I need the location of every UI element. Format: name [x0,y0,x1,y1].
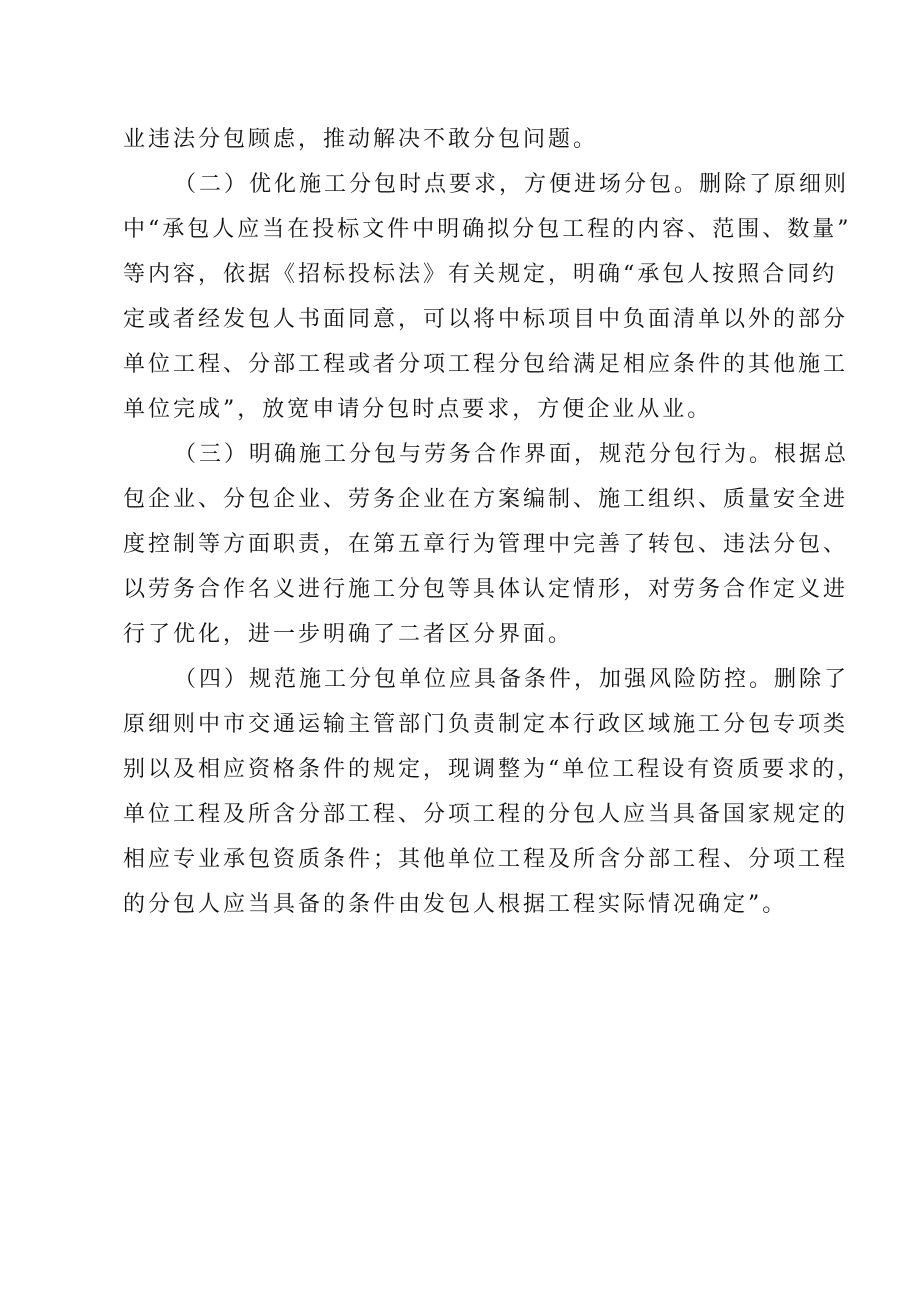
text-line: 别以及相应资格条件的规定，现调整为“单位工程设有资质要求的， [123,757,863,782]
text-line: 等内容，依据《招标投标法》有关规定，明确“承包人按照合同约 [123,262,838,287]
document-body [123,117,863,927]
text-line: 相应专业承包资质条件；其他单位工程及所含分部工程、分项工程 [123,847,849,872]
text-line: 原细则中市交通运输主管部门负责制定本行政区域施工分包专项类 [123,712,849,737]
text-line: 的分包人应当具备的条件由发包人根据工程实际情况确定”。 [123,892,788,917]
text-line: 单位工程及所含分部工程、分项工程的分包人应当具备国家规定的 [123,802,849,827]
text-line: 行了优化，进一步明确了二者区分界面。 [123,622,574,647]
text-line: （三）明确施工分包与劳务合作界面，规范分包行为。根据总 [174,442,850,467]
paragraph-section-3 [123,432,850,657]
text-line: （二）优化施工分包时点要求，方便进场分包。删除了原细则 [174,172,850,197]
text-line: 包企业、分包企业、劳务企业在方案编制、施工组织、质量安全进 [123,487,849,512]
text-line: 单位工程、分部工程或者分项工程分包给满足相应条件的其他施工 [123,352,849,377]
text-line: （四）规范施工分包单位应具备条件，加强风险防控。删除了 [174,667,850,692]
paragraph-continuation [123,117,803,162]
text-line: 中“承包人应当在投标文件中明确拟分包工程的内容、范围、数量” [123,217,852,242]
text-line: 度控制等方面职责，在第五章行为管理中完善了转包、违法分包、 [123,532,849,557]
text-line: 以劳务合作名义进行施工分包等具体认定情形，对劳务合作定义进 [123,577,849,602]
text-line: 定或者经发包人书面同意，可以将中标项目中负面清单以外的部分 [123,307,849,332]
text-line: 业违法分包顾虑，推动解决不敢分包问题。 [123,127,599,152]
paragraph-section-2 [123,162,852,432]
text-line: 单位完成”，放宽申请分包时点要求，方便企业从业。 [123,397,713,422]
paragraph-section-4 [123,657,863,927]
